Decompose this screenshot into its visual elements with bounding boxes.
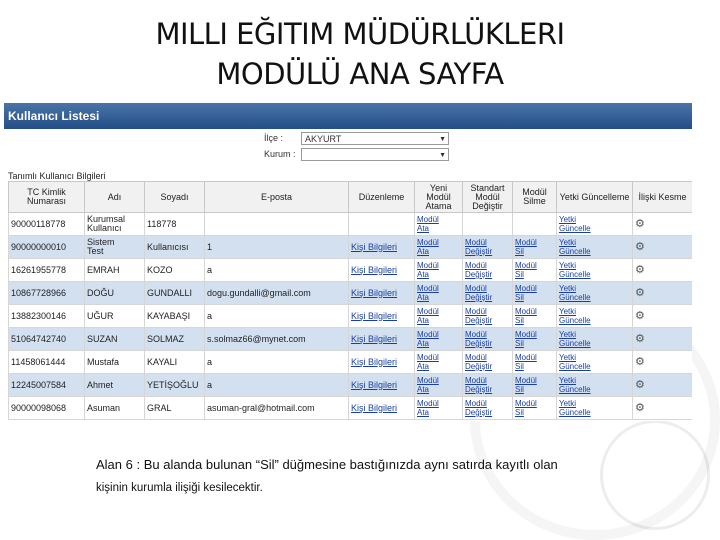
cell-cut: [633, 236, 693, 259]
cell-email: [205, 374, 349, 397]
cell-name: [85, 282, 145, 305]
tc-value: 51064742740: [11, 333, 67, 344]
col-email: E-posta: [205, 182, 349, 213]
link-line: Yetki: [559, 215, 577, 224]
cell-edit: [349, 213, 415, 236]
cell-update: [557, 328, 633, 351]
table-row: [9, 397, 693, 420]
section-title: Tanımlı Kullanıcı Bilgileri: [8, 171, 106, 181]
link-line: Modül: [465, 399, 487, 408]
update-rights-link[interactable]: [559, 284, 630, 302]
district-value: AKYURT: [305, 134, 342, 144]
tc-value: 90000118778: [11, 218, 66, 229]
link-line: Güncelle: [559, 339, 591, 348]
link-line: Modül: [515, 284, 537, 293]
district-select[interactable]: [301, 132, 449, 145]
update-rights-link[interactable]: [559, 215, 630, 233]
col-update-rights: Yetki Güncelleme: [557, 182, 633, 213]
gear-icon[interactable]: ⚙: [635, 263, 645, 276]
link-line: Değiştir: [465, 316, 493, 325]
cell-assign: [415, 213, 463, 236]
cell-email: [205, 236, 349, 259]
cell-tc: [9, 397, 85, 420]
cell-update: [557, 351, 633, 374]
table-header-row: [9, 182, 693, 213]
change-module-link[interactable]: [465, 376, 510, 394]
col-assign-module: Yeni Modül Atama: [415, 182, 463, 213]
update-rights-link[interactable]: [559, 376, 630, 394]
surname-value: KOZO: [147, 264, 173, 275]
assign-module-link[interactable]: [417, 376, 460, 394]
table-row: [9, 351, 693, 374]
assign-module-link[interactable]: [417, 215, 460, 233]
table-row: [9, 374, 693, 397]
name-value: Ahmet: [87, 379, 114, 390]
link-line: Güncelle: [559, 362, 591, 371]
link-line: Sil: [515, 316, 524, 325]
col-cut-relation: İlişki Kesme: [633, 182, 693, 213]
cell-delete: [513, 374, 557, 397]
cell-edit: [349, 397, 415, 420]
cell-tc: [9, 351, 85, 374]
link-line: Yetki: [559, 376, 577, 385]
cell-email: [205, 328, 349, 351]
link-line: Sil: [515, 408, 524, 417]
cell-email: [205, 351, 349, 374]
change-module-link[interactable]: [465, 353, 510, 371]
link-line: Modül: [417, 353, 439, 362]
assign-module-link[interactable]: [417, 353, 460, 371]
cell-email: [205, 213, 349, 236]
cell-delete: [513, 305, 557, 328]
email-value: a: [207, 356, 213, 367]
gear-icon[interactable]: ⚙: [635, 378, 645, 391]
district-label: İlçe :: [264, 133, 284, 143]
tc-value: 13882300146: [11, 310, 67, 321]
cell-tc: [9, 305, 85, 328]
cell-cut: [633, 282, 693, 305]
cell-update: [557, 213, 633, 236]
tc-value: 90000098068: [11, 402, 67, 413]
tc-value: 16261955778: [11, 264, 67, 275]
cell-email: [205, 397, 349, 420]
name-value: UĞUR: [87, 310, 114, 321]
link-line: Yetki: [559, 353, 577, 362]
cell-email: [205, 259, 349, 282]
delete-module-link[interactable]: [515, 353, 554, 371]
cell-change: [463, 328, 513, 351]
link-line: Modül: [515, 353, 537, 362]
name-value: Asuman: [87, 402, 121, 413]
surname-value: KAYABAŞI: [147, 310, 191, 321]
cell-delete: [513, 213, 557, 236]
cell-assign: [415, 305, 463, 328]
link-line: Ata: [417, 293, 430, 302]
cell-change: [463, 351, 513, 374]
link-line: Güncelle: [559, 270, 591, 279]
cell-assign: [415, 328, 463, 351]
panel-header: Kullanıcı Listesi: [4, 103, 692, 129]
link-line: Modül: [417, 215, 439, 224]
col-tc: TC Kimlik Numarası: [9, 182, 85, 213]
link-line: Yetki: [559, 284, 577, 293]
surname-value: Kullanıcısı: [147, 241, 189, 252]
table-row: [9, 259, 693, 282]
surname-value: KAYALI: [147, 356, 178, 367]
cell-surname: [145, 213, 205, 236]
update-rights-link[interactable]: [559, 307, 630, 325]
institution-select[interactable]: [301, 148, 449, 161]
change-module-link[interactable]: [465, 238, 510, 256]
cell-name: [85, 397, 145, 420]
cell-tc: [9, 213, 85, 236]
cell-name: [85, 213, 145, 236]
cell-edit: [349, 351, 415, 374]
link-line: Güncelle: [559, 385, 591, 394]
update-rights-link[interactable]: [559, 238, 630, 256]
name-value: Mustafa: [87, 356, 120, 367]
cell-cut: [633, 374, 693, 397]
person-info-link[interactable]: Kişi Bilgileri: [351, 287, 398, 298]
delete-module-link[interactable]: [515, 238, 554, 256]
cell-name: [85, 305, 145, 328]
link-line: Modül: [417, 238, 439, 247]
assign-module-link[interactable]: [417, 238, 460, 256]
link-line: Sil: [515, 270, 524, 279]
link-line: Yetki: [559, 399, 577, 408]
link-line: Modül: [515, 261, 537, 270]
cell-assign: [415, 236, 463, 259]
cell-name: [85, 259, 145, 282]
cell-cut: [633, 305, 693, 328]
cell-assign: [415, 374, 463, 397]
cell-name: [85, 351, 145, 374]
caption-line2: kişinin kurumla ilişiği kesilecektir.: [96, 482, 263, 494]
assign-module-link[interactable]: [417, 307, 460, 325]
gear-icon[interactable]: ⚙: [635, 217, 645, 230]
link-line: Modül: [465, 307, 487, 316]
cell-surname: [145, 328, 205, 351]
cell-tc: [9, 282, 85, 305]
delete-module-link[interactable]: [515, 330, 554, 348]
name-value: SUZAN: [87, 333, 118, 344]
link-line: Modül: [417, 284, 439, 293]
cell-delete: [513, 397, 557, 420]
cell-delete: [513, 351, 557, 374]
name-value: Kurumsal: [87, 214, 126, 224]
change-module-link[interactable]: [465, 307, 510, 325]
link-line: Yetki: [559, 307, 577, 316]
cell-surname: [145, 351, 205, 374]
delete-module-link[interactable]: [515, 284, 554, 302]
user-list-panel: [4, 103, 692, 421]
cell-update: [557, 259, 633, 282]
link-line: Sil: [515, 339, 524, 348]
update-rights-link[interactable]: [559, 330, 630, 348]
table-row: [9, 305, 693, 328]
background-seal-small: [600, 420, 710, 530]
surname-value: GRAL: [147, 402, 172, 413]
assign-module-link[interactable]: [417, 284, 460, 302]
cell-name: [85, 374, 145, 397]
person-info-link[interactable]: Kişi Bilgileri: [351, 379, 398, 390]
cell-change: [463, 305, 513, 328]
cell-update: [557, 236, 633, 259]
link-line: Ata: [417, 362, 430, 371]
cell-edit: [349, 374, 415, 397]
surname-value: GUNDALLI: [147, 287, 193, 298]
gear-icon[interactable]: ⚙: [635, 240, 645, 253]
cell-edit: [349, 259, 415, 282]
link-line: Ata: [417, 408, 430, 417]
link-line: Modül: [515, 330, 537, 339]
link-line: Yetki: [559, 238, 577, 247]
table-body: [9, 213, 693, 420]
cell-cut: [633, 259, 693, 282]
cell-edit: [349, 236, 415, 259]
email-value: 1: [207, 241, 213, 252]
slide-title-line1: MILLI EĞITIM MÜDÜRLÜKLERI: [155, 17, 565, 51]
link-line: Modül: [515, 307, 537, 316]
link-line: Sil: [515, 247, 524, 256]
name-value: Sistem: [87, 237, 115, 247]
cell-edit: [349, 305, 415, 328]
name-value: DOĞU: [87, 287, 114, 298]
cell-update: [557, 305, 633, 328]
cell-delete: [513, 282, 557, 305]
tc-value: 90000000010: [11, 241, 67, 252]
institution-label: Kurum :: [264, 149, 296, 159]
cell-name: [85, 236, 145, 259]
cell-tc: [9, 236, 85, 259]
cell-tc: [9, 259, 85, 282]
cell-update: [557, 397, 633, 420]
slide-title: [0, 14, 720, 94]
name-value-2: Test: [87, 246, 104, 256]
table-row: [9, 328, 693, 351]
link-line: Değiştir: [465, 247, 493, 256]
link-line: Modül: [417, 330, 439, 339]
col-name: Adı: [85, 182, 145, 213]
cell-assign: [415, 351, 463, 374]
cell-surname: [145, 397, 205, 420]
tc-value: 12245007584: [11, 379, 67, 390]
link-line: Güncelle: [559, 316, 591, 325]
cell-surname: [145, 259, 205, 282]
assign-module-link[interactable]: [417, 330, 460, 348]
person-info-link[interactable]: Kişi Bilgileri: [351, 402, 398, 413]
link-line: Ata: [417, 339, 430, 348]
update-rights-link[interactable]: [559, 353, 630, 371]
change-module-link[interactable]: [465, 261, 510, 279]
person-info-link[interactable]: Kişi Bilgileri: [351, 310, 398, 321]
cell-assign: [415, 259, 463, 282]
link-line: Sil: [515, 362, 524, 371]
gear-icon[interactable]: ⚙: [635, 286, 645, 299]
link-line: Modül: [465, 353, 487, 362]
cell-surname: [145, 282, 205, 305]
caption-line1: Alan 6 : Bu alanda bulunan “Sil” düğmesine bastığınızda aynı satırda kayıtlı olan: [96, 457, 558, 472]
person-info-link[interactable]: Kişi Bilgileri: [351, 264, 398, 275]
gear-icon[interactable]: ⚙: [635, 355, 645, 368]
link-line: Modül: [465, 238, 487, 247]
email-value: a: [207, 264, 213, 275]
link-line: Değiştir: [465, 339, 493, 348]
link-line: Modül: [465, 261, 487, 270]
link-line: Modül: [515, 238, 537, 247]
person-info-link[interactable]: Kişi Bilgileri: [351, 333, 398, 344]
cell-edit: [349, 328, 415, 351]
assign-module-link[interactable]: [417, 399, 460, 417]
update-rights-link[interactable]: [559, 399, 630, 417]
cell-change: [463, 236, 513, 259]
change-module-link[interactable]: [465, 399, 510, 417]
email-value: dogu.gundalli@gmail.com: [207, 287, 311, 298]
cell-change: [463, 213, 513, 236]
surname-value: 118778: [147, 218, 177, 229]
surname-value: SOLMAZ: [147, 333, 185, 344]
link-line: Modül: [465, 284, 487, 293]
col-delete-module: Modül Silme: [513, 182, 557, 213]
cell-delete: [513, 328, 557, 351]
link-line: Yetki: [559, 330, 577, 339]
cell-update: [557, 374, 633, 397]
link-line: Modül: [417, 399, 439, 408]
cell-update: [557, 282, 633, 305]
cell-email: [205, 305, 349, 328]
chevron-down-icon: ▼: [439, 136, 446, 143]
link-line: Ata: [417, 247, 430, 256]
col-surname: Soyadı: [145, 182, 205, 213]
link-line: Güncelle: [559, 247, 591, 256]
link-line: Güncelle: [559, 224, 591, 233]
link-line: Değiştir: [465, 408, 493, 417]
link-line: Modül: [515, 399, 537, 408]
link-line: Modül: [417, 307, 439, 316]
link-line: Modül: [465, 330, 487, 339]
cell-assign: [415, 282, 463, 305]
link-line: Değiştir: [465, 362, 493, 371]
link-line: Ata: [417, 224, 430, 233]
email-value: a: [207, 379, 213, 390]
col-edit: Düzenleme: [349, 182, 415, 213]
link-line: Ata: [417, 270, 430, 279]
col-change-module: Standart Modül Değiştir: [463, 182, 513, 213]
cell-cut: [633, 328, 693, 351]
cell-name: [85, 328, 145, 351]
cell-tc: [9, 374, 85, 397]
person-info-link[interactable]: Kişi Bilgileri: [351, 356, 398, 367]
person-info-link[interactable]: Kişi Bilgileri: [351, 241, 398, 252]
cell-surname: [145, 236, 205, 259]
link-line: Değiştir: [465, 293, 493, 302]
cell-edit: [349, 282, 415, 305]
cell-tc: [9, 328, 85, 351]
link-line: Sil: [515, 293, 524, 302]
gear-icon[interactable]: ⚙: [635, 309, 645, 322]
link-line: Değiştir: [465, 385, 493, 394]
link-line: Modül: [417, 376, 439, 385]
delete-module-link[interactable]: [515, 261, 554, 279]
cell-email: [205, 282, 349, 305]
change-module-link[interactable]: [465, 330, 510, 348]
delete-module-link[interactable]: [515, 307, 554, 325]
slide-title-line2: MODÜLÜ ANA SAYFA: [216, 57, 504, 91]
link-line: Modül: [417, 261, 439, 270]
name-value: EMRAH: [87, 264, 120, 275]
gear-icon[interactable]: ⚙: [635, 401, 645, 414]
link-line: Modül: [465, 376, 487, 385]
name-value-2: Kullanıcı: [87, 223, 122, 233]
delete-module-link[interactable]: [515, 376, 554, 394]
gear-icon[interactable]: ⚙: [635, 332, 645, 345]
cell-change: [463, 374, 513, 397]
cell-delete: [513, 259, 557, 282]
table-row: [9, 213, 693, 236]
cell-cut: [633, 397, 693, 420]
email-value: asuman-gral@hotmail.com: [207, 402, 315, 413]
link-line: Ata: [417, 385, 430, 394]
link-line: Değiştir: [465, 270, 493, 279]
cell-delete: [513, 236, 557, 259]
link-line: Sil: [515, 385, 524, 394]
link-line: Güncelle: [559, 293, 591, 302]
surname-value: YETİŞOĞLU: [147, 379, 199, 390]
cell-change: [463, 282, 513, 305]
link-line: Yetki: [559, 261, 577, 270]
change-module-link[interactable]: [465, 284, 510, 302]
email-value: s.solmaz66@mynet.com: [207, 333, 306, 344]
chevron-down-icon: ▼: [439, 152, 446, 159]
delete-module-link[interactable]: [515, 399, 554, 417]
cell-cut: [633, 213, 693, 236]
table-row: [9, 236, 693, 259]
table-row: [9, 282, 693, 305]
user-table: [8, 181, 692, 420]
cell-cut: [633, 351, 693, 374]
cell-change: [463, 259, 513, 282]
link-line: Güncelle: [559, 408, 591, 417]
cell-change: [463, 397, 513, 420]
tc-value: 10867728966: [11, 287, 67, 298]
cell-surname: [145, 305, 205, 328]
cell-assign: [415, 397, 463, 420]
link-line: Modül: [515, 376, 537, 385]
cell-surname: [145, 374, 205, 397]
assign-module-link[interactable]: [417, 261, 460, 279]
update-rights-link[interactable]: [559, 261, 630, 279]
tc-value: 11458061444: [11, 356, 66, 367]
email-value: a: [207, 310, 213, 321]
link-line: Ata: [417, 316, 430, 325]
